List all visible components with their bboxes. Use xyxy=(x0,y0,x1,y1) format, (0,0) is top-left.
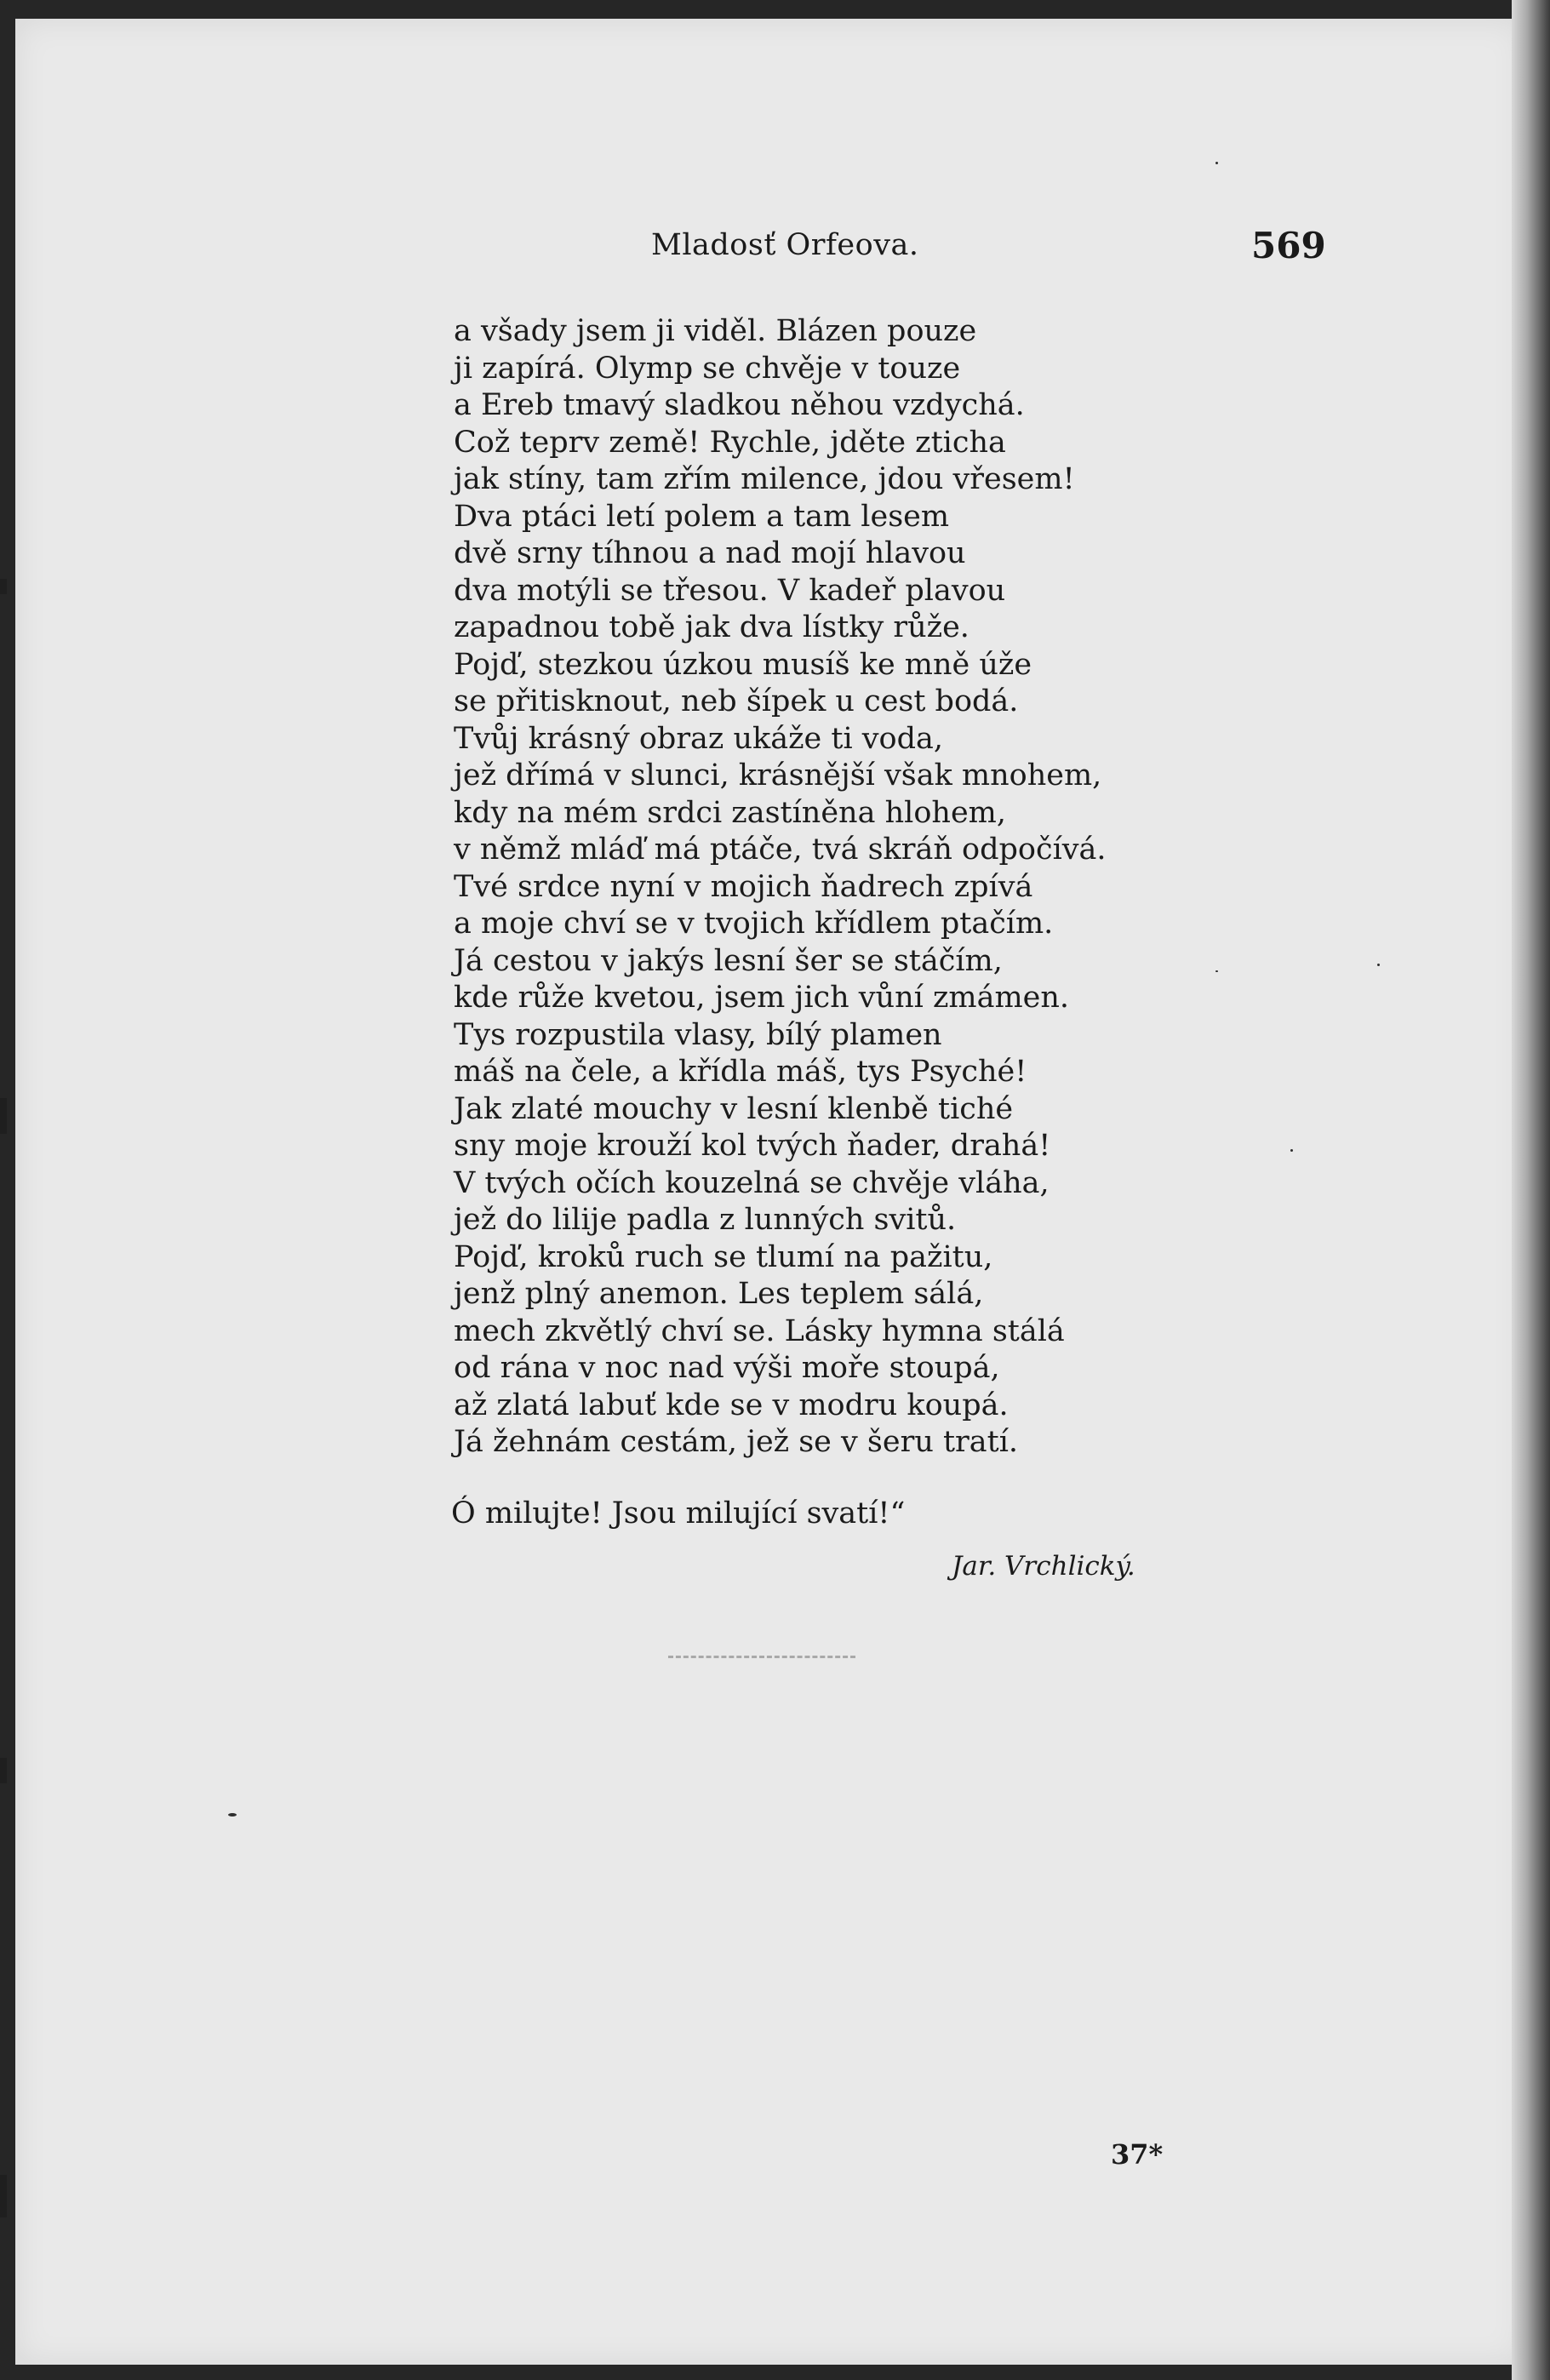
poem-body xyxy=(454,313,1203,1462)
paper-speck xyxy=(1377,964,1380,966)
poem-line: Pojď, stezkou úzkou musíš ke mně úže xyxy=(454,647,1032,682)
scan-margin-mark xyxy=(0,579,7,594)
poem-line: Já cestou v jakýs lesní šer se stáčím, xyxy=(454,943,1003,978)
section-ornament xyxy=(668,1656,855,1662)
poem-line: mech zkvětlý chví se. Lásky hymna stálá xyxy=(454,1313,1065,1348)
poem-line: Jak zlaté mouchy v lesní klenbě tiché xyxy=(454,1091,1014,1126)
poem-line: zapadnou tobě jak dva lístky růže. xyxy=(454,610,969,644)
poem-line: Dva ptáci letí polem a tam lesem xyxy=(454,499,950,534)
running-head xyxy=(0,225,1550,279)
poem-line: dvě srny tíhnou a nad mojí hlavou xyxy=(454,536,966,570)
poem-line: sny moje krouží kol tvých ňader, drahá! xyxy=(454,1129,1051,1163)
paper-speck xyxy=(1215,970,1218,972)
poem-line: jež dřímá v slunci, krásnější však mnohem, xyxy=(454,758,1102,792)
running-title: Mladosť Orfeova. xyxy=(651,228,919,262)
poem-line: Tys rozpustila vlasy, bílý plamen xyxy=(454,1017,942,1052)
page-number: 569 xyxy=(1251,225,1326,266)
poem-line: se přitisknout, neb šípek u cest bodá. xyxy=(454,684,1019,718)
poem-line: Což teprv země! Rychle, jděte zticha xyxy=(454,425,1006,460)
poem-line: Já žehnám cestám, jež se v šeru tratí. xyxy=(454,1425,1019,1459)
paper-speck xyxy=(1215,162,1218,164)
poem-line: kde růže kvetou, jsem jich vůní zmámen. xyxy=(454,981,1070,1015)
poem-line: Tvé srdce nyní v mojich ňadrech zpívá xyxy=(454,869,1033,904)
poem-line: kdy na mém srdci zastíněna hlohem, xyxy=(454,795,1006,830)
poem-line: jenž plný anemon. Les teplem sálá, xyxy=(454,1277,984,1311)
poem-final-line: Ó milujte! Jsou milující svatí!“ xyxy=(451,1496,906,1530)
poem-line: jež do lilije padla z lunných svitů. xyxy=(454,1203,957,1237)
scan-margin-mark xyxy=(0,1758,7,1783)
paper-speck xyxy=(228,1813,237,1816)
printer-signature-mark: 37* xyxy=(1111,2138,1164,2171)
poem-line: v němž mláď má ptáče, tvá skráň odpočívá. xyxy=(454,832,1107,867)
poem-line: V tvých očích kouzelná se chvěje vláha, xyxy=(454,1165,1050,1200)
poem-line: Tvůj krásný obraz ukáže ti voda, xyxy=(454,721,944,756)
scan-edge-shadow xyxy=(1512,0,1550,2380)
poem-line: a moje chví se v tvojich křídlem ptačím. xyxy=(454,907,1054,941)
scan-margin-mark xyxy=(0,1098,7,1134)
poem-line: a všady jsem ji viděl. Blázen pouze xyxy=(454,314,977,348)
paper-speck xyxy=(1290,1149,1293,1152)
poem-line: od rána v noc nad výši moře stoupá, xyxy=(454,1351,1000,1385)
poem-line: až zlatá labuť kde se v modru koupá. xyxy=(454,1387,1009,1422)
poem-line: máš na čele, a křídla máš, tys Psyché! xyxy=(454,1055,1027,1089)
scan-margin-mark xyxy=(0,2175,7,2217)
poem-line: jak stíny, tam zřím milence, jdou vřesem! xyxy=(454,462,1075,496)
poem-line: ji zapírá. Olymp se chvěje v touze xyxy=(454,351,961,386)
poem-line: a Ereb tmavý sladkou něhou vzdychá. xyxy=(454,388,1025,422)
author-signature: Jar. Vrchlický. xyxy=(952,1551,1135,1582)
poem-line: Pojď, kroků ruch se tlumí na pažitu, xyxy=(454,1239,993,1274)
poem-line: dva motýli se třesou. V kadeř plavou xyxy=(454,573,1006,608)
